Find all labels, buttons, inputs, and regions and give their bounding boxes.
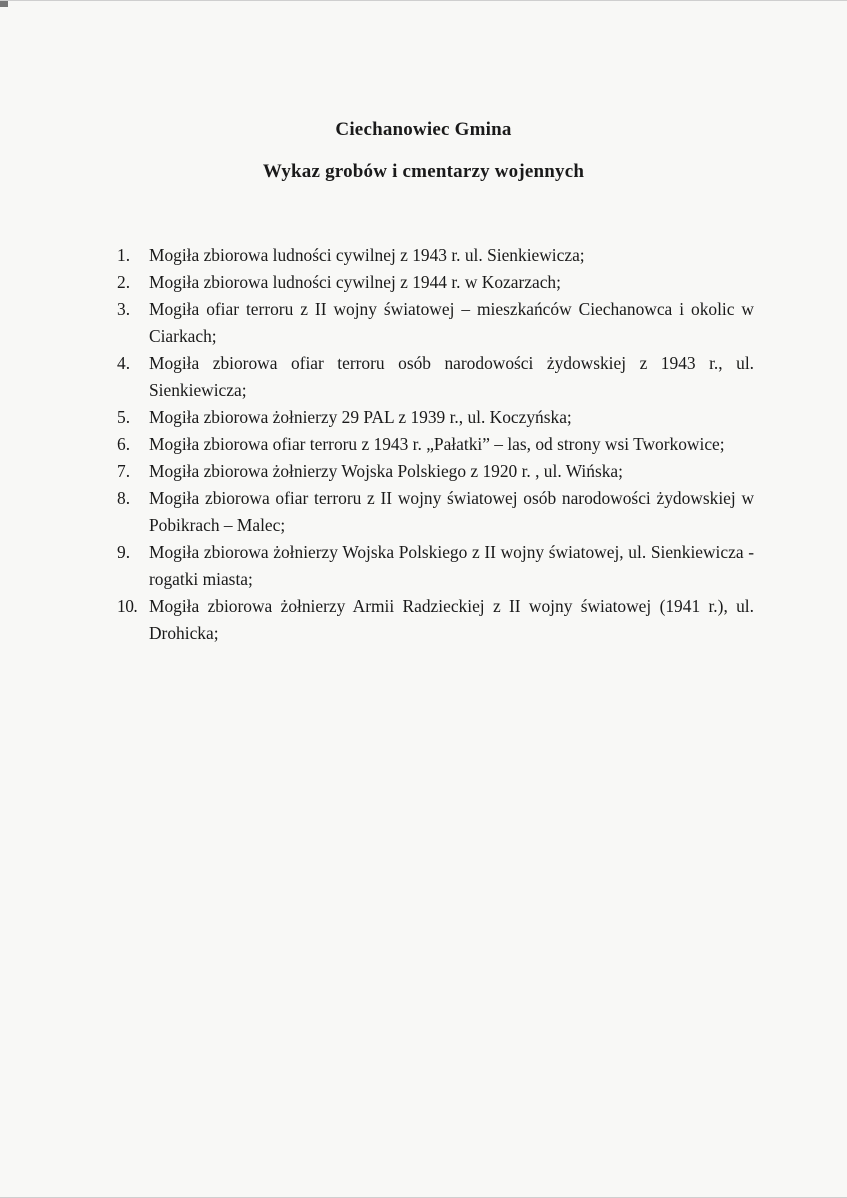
document-title: Ciechanowiec Gmina (335, 119, 512, 140)
item-number: 4. (117, 353, 131, 373)
list-item (117, 350, 754, 404)
item-text: Mogiła zbiorowa ludności cywilnej z 1943 r. ul. Sienkiewicza; (149, 245, 585, 265)
list-item (117, 269, 754, 296)
item-number: 1. (117, 245, 131, 265)
item-number: 3. (117, 299, 131, 319)
item-text: Mogiła zbiorowa ludności cywilnej z 1944 r. w Kozarzach; (149, 272, 561, 292)
item-text: Mogiła zbiorowa żołnierzy Wojska Polskiego z 1920 r. , ul. Wińska; (149, 461, 623, 481)
item-text: Mogiła zbiorowa ofiar terroru z II wojny światowej osób narodowości żydowskiej w Pobikrach – Malec; (149, 488, 754, 535)
item-text: Mogiła ofiar terroru z II wojny światowej – mieszkańców Ciechanowca i okolic w Ciarkach; (149, 299, 754, 346)
scan-mark (0, 1, 8, 7)
list-item (117, 242, 754, 269)
list-item (117, 296, 754, 350)
document-subtitle: Wykaz grobów i cmentarzy wojennych (262, 161, 585, 182)
item-number: 9. (117, 542, 131, 562)
item-number: 10. (117, 596, 138, 616)
list-item (117, 539, 754, 593)
list-item (117, 593, 754, 647)
item-text: Mogiła zbiorowa żołnierzy Wojska Polskiego z II wojny światowej, ul. Sienkiewicza - rogatki miasta; (149, 542, 754, 589)
item-number: 7. (117, 461, 131, 481)
item-number: 2. (117, 272, 131, 292)
list-item (117, 431, 754, 458)
item-text: Mogiła zbiorowa żołnierzy 29 PAL z 1939 r., ul. Koczyńska; (149, 407, 572, 427)
item-text: Mogiła zbiorowa ofiar terroru osób narodowości żydowskiej z 1943 r., ul. Sienkiewicza; (149, 353, 754, 400)
item-number: 8. (117, 488, 131, 508)
item-text: Mogiła zbiorowa ofiar terroru z 1943 r. „Pałatki” – las, od strony wsi Tworkowice; (149, 434, 725, 454)
list-item (117, 485, 754, 539)
item-number: 5. (117, 407, 131, 427)
list-item (117, 458, 754, 485)
item-number: 6. (117, 434, 131, 454)
graves-list (117, 242, 754, 647)
list-item (117, 404, 754, 431)
item-text: Mogiła zbiorowa żołnierzy Armii Radzieckiej z II wojny światowej (1941 r.), ul. Drohicka; (149, 596, 754, 643)
